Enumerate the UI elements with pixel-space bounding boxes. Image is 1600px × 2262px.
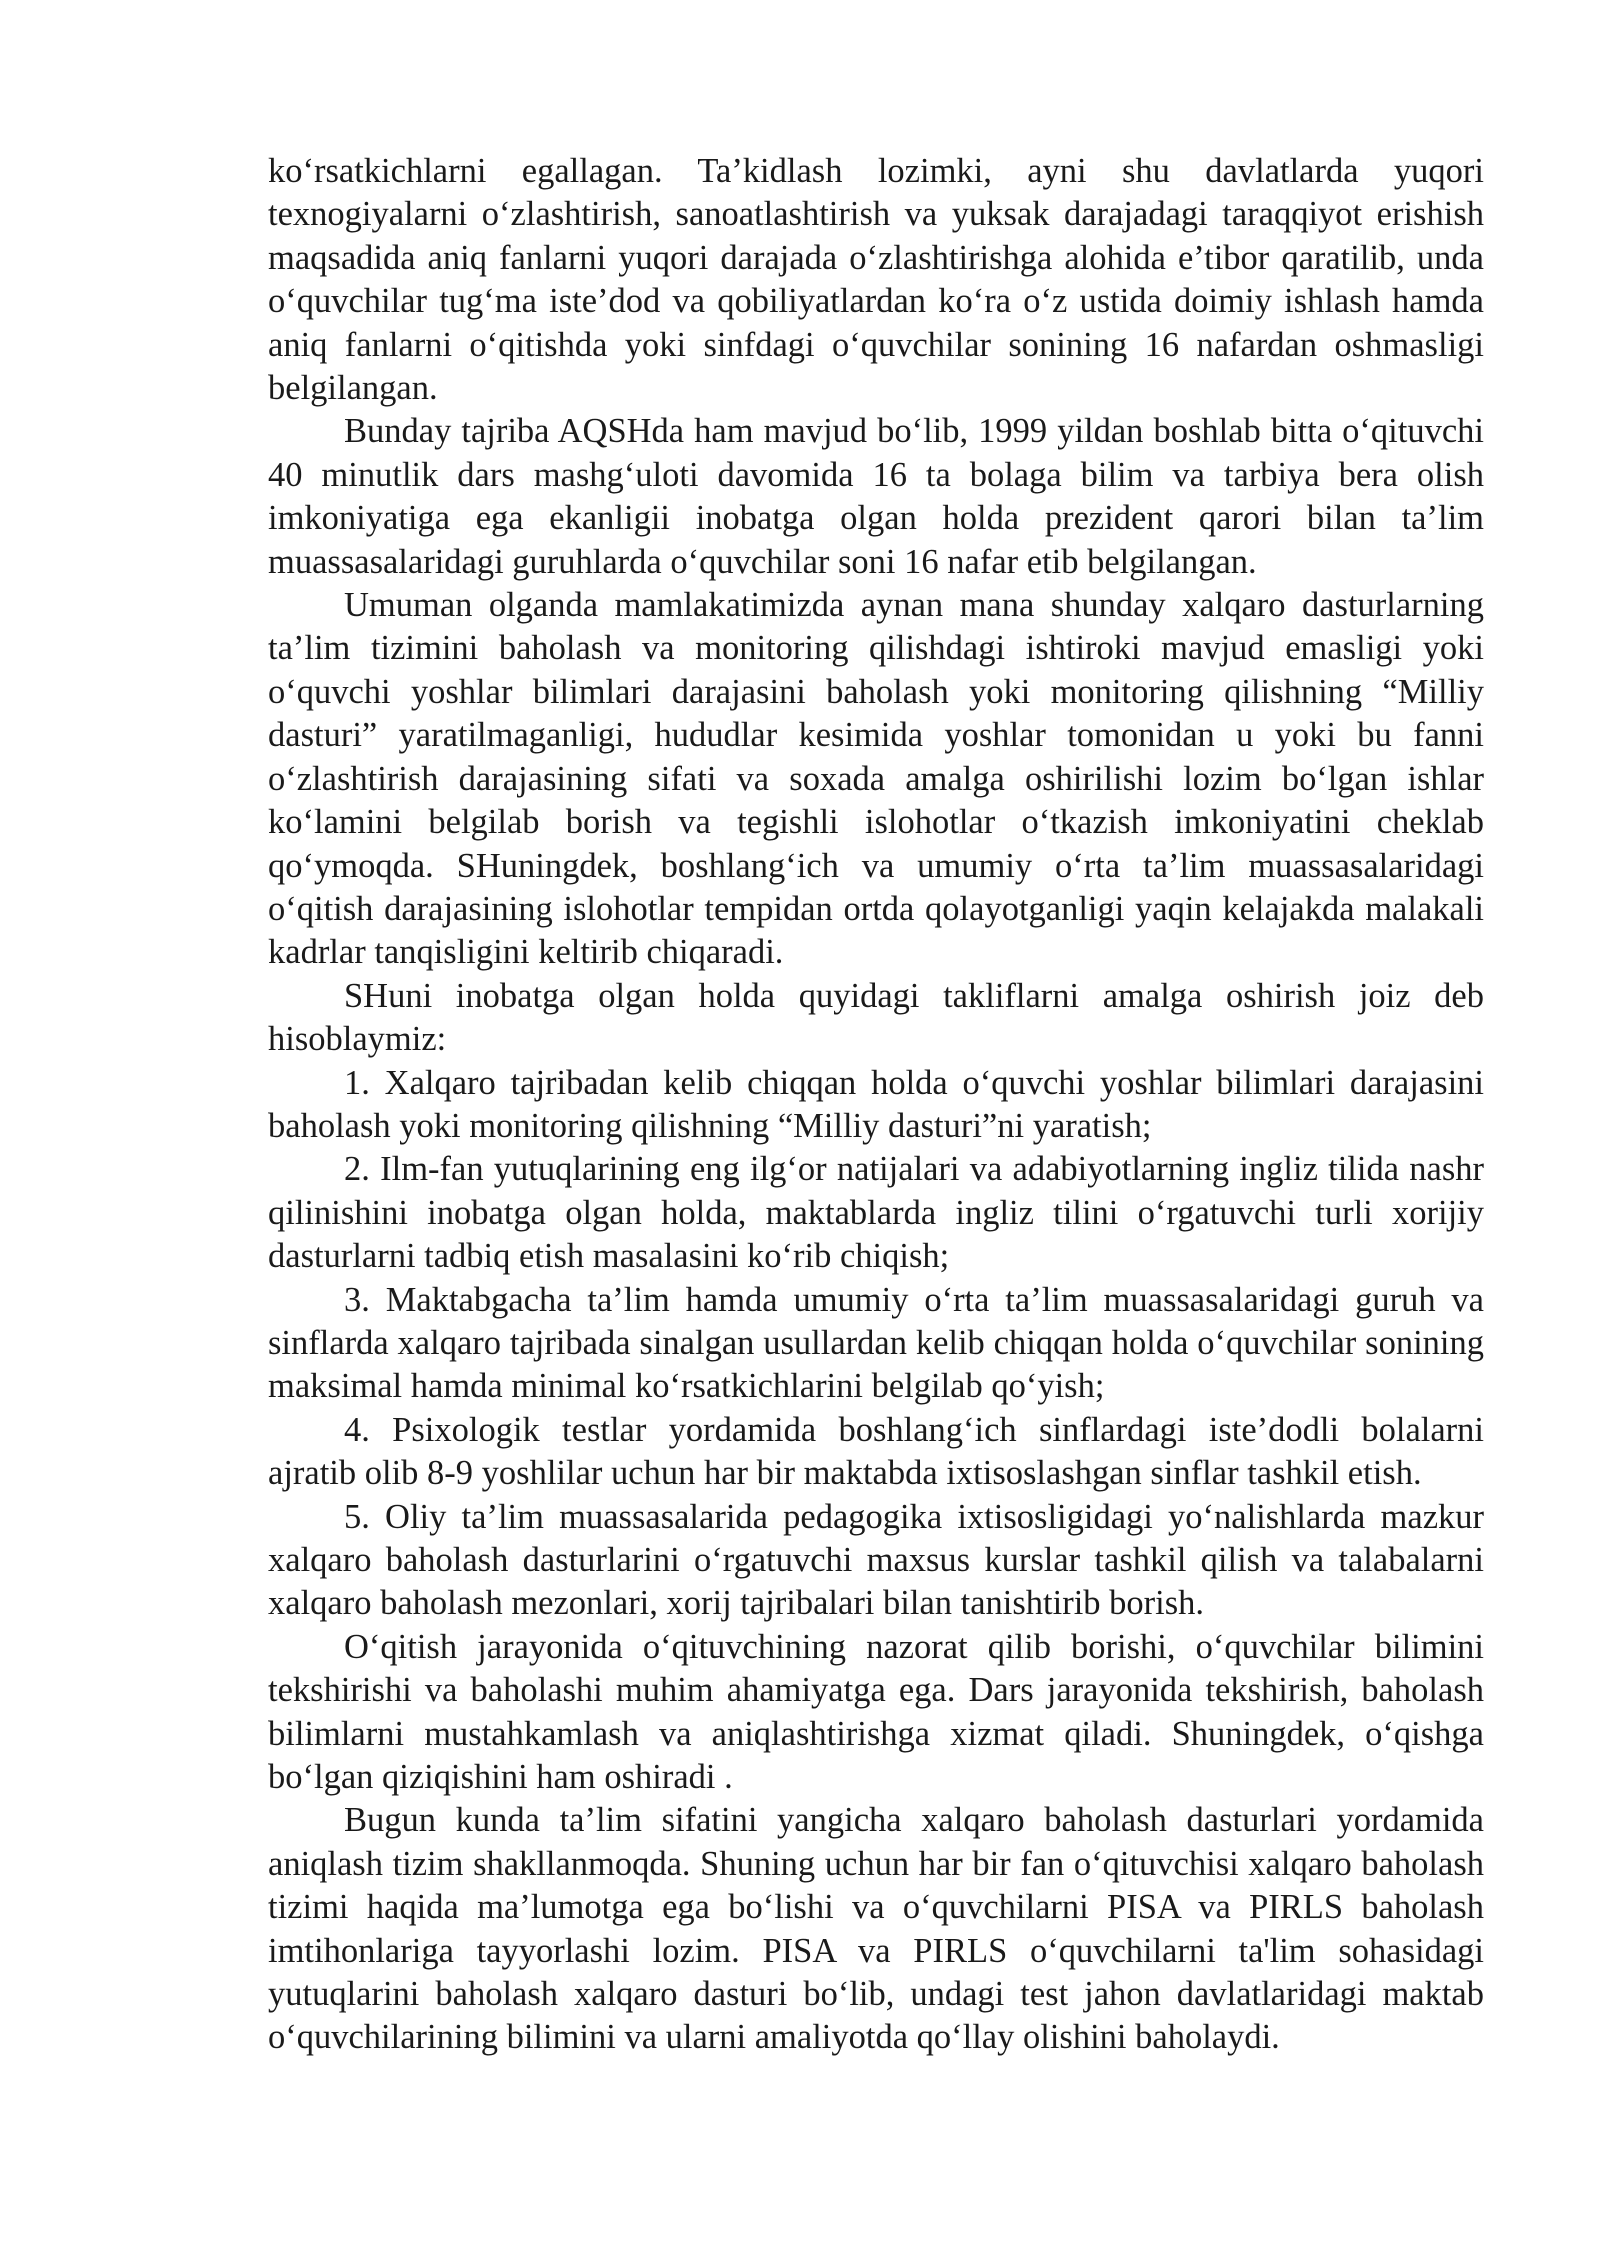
paragraph-pisa-pirls: Bugun kunda ta’lim sifatini yangicha xalqaro baholash dasturlari yordamida aniqlash tizim shakllanmoqda. Shuning uchun har bir fan o‘qituvchisi xalqaro baholash tizimi haqida ma’lumotga ega bo‘lishi va o‘quvchilarni PISA va PIRLS baholash imtihonlariga tayyorlashi lozim. PISA va PIRLS o‘quvchilarni ta'lim sohasidagi yutuqlarini baholash xalqaro dasturi bo‘lib, undagi test jahon davlatlaridagi maktab o‘quvchilarining bilimini va ularni amaliyotda qo‘llay olishini baholaydi. xyxy=(268,1801,1484,2057)
list-item-2: 2. Ilm-fan yutuqlarining eng ilg‘or natijalari va adabiyotlarning ingliz tilida nashr qilinishini inobatga olgan holda, maktablarda ingliz tilini o‘rgatuvchi turli xorijiy dasturlarni tadbiq etish masalasini ko‘rib chiqish; xyxy=(268,1150,1484,1276)
paragraph-national-situation: Umuman olganda mamlakatimizda aynan mana shunday xalqaro dasturlarning ta’lim tizimini baholash va monitoring qilishdagi ishtiroki mavjud emasligi yoki o‘quvchi yoshlar bilimlari darajasini baholash yoki monitoring qilishning “Milliy dasturi” yaratilmaganligi, hududlar kesimida yoshlar tomonidan u yoki bu fanni o‘zlashtirish darajasining sifati va soxada amalga oshirilishi lozim bo‘lgan ishlar ko‘lamini belgilab borish va tegishli islohotlar o‘tkazish imkoniyatini cheklab qo‘ymoqda. SHuningdek, boshlang‘ich va umumiy o‘rta ta’lim muassasalaridagi o‘qitish darajasining islohotlar tempidan ortda qolayotganligi yaqin kelajakda malakali kadrlar tanqisligini keltirib chiqaradi. xyxy=(268,586,1484,972)
list-item-5: 5. Oliy ta’lim muassasalarida pedagogika ixtisosligidagi yo‘nalishlarda mazkur xalqaro baholash dasturlarini o‘rgatuvchi maxsus kurslar tashkil qilish va talabalarni xalqaro baholash mezonlari, xorij tajribalari bilan tanishtirib borish. xyxy=(268,1497,1484,1623)
list-item-1: 1. Xalqaro tajribadan kelib chiqqan holda o‘quvchi yoshlar bilimlari darajasini baholash yoki monitoring qilishning “Milliy dasturi”ni yaratish; xyxy=(268,1063,1484,1145)
paragraph-proposals-intro: SHuni inobatga olgan holda quyidagi takliflarni amalga oshirish joiz deb hisoblaymiz: xyxy=(268,976,1484,1059)
list-item-3: 3. Maktabgacha ta’lim hamda umumiy o‘rta ta’lim muassasalaridagi guruh va sinflarda xalqaro tajribada sinalgan usullardan kelib chiqqan holda o‘quvchilar sonining maksimal hamda minimal ko‘rsatkichlarini belgilab qo‘yish; xyxy=(268,1280,1484,1406)
paragraph-teaching-assessment: O‘qitish jarayonida o‘qituvchining nazorat qilib borishi, o‘quvchilar bilimini tekshirishi va baholashi muhim ahamiyatga ega. Dars jarayonida tekshirish, baholash bilimlarni mustahkamlash va aniqlashtirishga xizmat qiladi. Shuningdek, o‘qishga bo‘lgan qiziqishini ham oshiradi . xyxy=(268,1627,1484,1797)
body-text xyxy=(268,150,1484,2060)
paragraph-usa-experience: Bunday tajriba AQSHda ham mavjud bo‘lib, 1999 yildan boshlab bitta o‘qituvchi 40 minutlik dars mashg‘uloti davomida 16 ta bolaga bilim va tarbiya bera olish imkoniyatiga ega ekanligii inobatga olgan holda prezident qarori bilan ta’lim muassasalaridagi guruhlarda o‘quvchilar soni 16 nafar etib belgilangan. xyxy=(268,412,1484,581)
list-item-4: 4. Psixologik testlar yordamida boshlang‘ich sinflardagi iste’dodli bolalarni ajratib olib 8-9 yoshlilar uchun har bir maktabda ixtisoslashgan sinflar tashkil etish. xyxy=(268,1410,1484,1493)
paragraph-continuation: ko‘rsatkichlarni egallagan. Ta’kidlash lozimki, ayni shu davlatlarda yuqori texnogiyalarni o‘zlashtirish, sanoatlashtirish va yuksak darajadagi taraqqiyot erishish maqsadida aniq fanlarni yuqori darajada o‘zlashtirishga alohida e’tibor qaratilib, unda o‘quvchilar tug‘ma iste’dod va qobiliyatlardan ko‘ra o‘z ustida doimiy ishlash hamda aniq fanlarni o‘qitishda yoki sinfdagi o‘quvchilar sonining 16 nafardan oshmasligi belgilangan. xyxy=(268,152,1484,408)
